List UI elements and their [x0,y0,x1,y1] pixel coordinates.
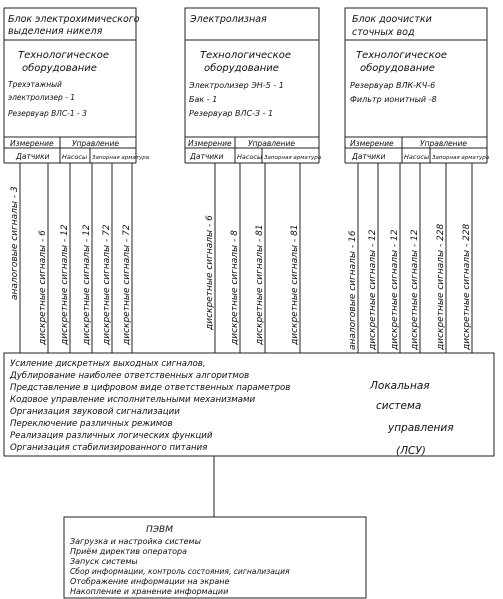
pc-function-2: Приём директив оператора [70,547,188,556]
block-2-sub-pumps: Насосы [237,153,263,161]
block-2-frame [185,8,319,148]
block-1-sub-valves: Запорная арматура [92,155,150,161]
lsu-label-2: система [376,400,422,412]
block-2-sub-sensors: Датчики [190,152,224,161]
block-1-equipment-1: Трехэтажный [8,80,62,89]
block-3-signal-5: дискретные сигналы - 228 [436,223,446,350]
block-1-signal-2: дискретные сигналы - 6 [38,230,48,345]
block-3-equipment-1: Резервуар ВЛК-КЧ-6 [350,81,436,90]
block-3-signal-6: дискретные сигналы - 228 [462,223,472,350]
block-1-signal-1: аналоговые сигналы - 3 [10,186,20,300]
pc-function-3: Запуск системы [70,557,138,566]
block-wastewater-post-treatment [345,8,490,163]
block-3-sub-sensors: Датчики [352,152,386,161]
block-1-signal-6: дискретные сигналы - 72 [122,224,132,345]
block-1-col-control: Управление [72,139,120,148]
lsu-label-3: управления [388,422,454,434]
lsu-function-8: Организация стабилизированного питания [10,443,208,453]
block-1-title-line-1: Блок электрохимического [8,14,140,25]
block-2-equipment-heading-1: Технологическое [200,50,291,61]
block-2-signal-3: дискретные сигналы - 81 [255,224,265,345]
block-1-equipment-2: электролизер - 1 [8,93,76,102]
block-electrolysis [185,8,322,163]
pc-function-4: Сбор информации, контроль состояния, сигнализация [70,567,290,576]
block-3-equipment-heading-1: Технологическое [356,50,447,61]
block-2-equipment-2: Бак - 1 [189,95,218,104]
lsu-function-3: Представление в цифровом виде ответственных параметров [10,383,291,393]
block-3-signal-1: аналоговые сигналы - 16 [348,230,358,350]
lsu-block [4,353,494,457]
block-3-sub-valves: Запорная арматура [432,155,490,161]
pc-block [64,517,366,598]
block-2-equipment-3: Резервуар ВЛС-3 - 1 [189,109,274,118]
block-2-signal-1: дискретные сигналы - 6 [205,215,215,330]
block-3-col-control: Управление [420,139,468,148]
block-3-signal-4: дискретные сигналы - 12 [410,229,420,350]
lsu-function-2: Дублирование наиболее ответственных алгоритмов [10,371,250,381]
block-3-title-line-1: Блок доочистки [352,14,432,25]
block-3-signals [348,163,472,353]
block-1-equipment-3: Резервуар ВЛС-1 - 3 [8,109,87,118]
block-2-equipment-1: Электролизер ЭН-5 - 1 [189,81,284,90]
block-2-signals [205,163,300,353]
block-1-signal-3: дискретные сигналы - 12 [60,224,70,345]
block-3-signal-2: дискретные сигналы - 12 [368,229,378,350]
block-1-signal-5: дискретные сигналы - 72 [102,224,112,345]
block-2-equipment-heading-2: оборудование [204,63,279,74]
pc-title: ПЭВМ [146,525,173,535]
block-1-sub-sensors: Датчики [16,152,50,161]
block-1-signals [10,163,132,353]
block-3-sub-pumps: Насосы [404,153,430,161]
block-2-col-measure: Измерение [188,139,232,148]
block-3-equipment-2: Фильтр ионитный -8 [350,95,437,104]
lsu-function-6: Переключение различных режимов [10,419,173,429]
block-1-equipment-heading-1: Технологическое [18,50,109,61]
block-3-title-line-2: сточных вод [352,27,415,38]
block-1-equipment-heading-2: оборудование [22,63,97,74]
block-2-col-control: Управление [248,139,296,148]
block-3-signal-3: дискретные сигналы - 12 [390,229,400,350]
block-2-sub-valves: Запорная арматура [264,155,322,161]
block-3-equipment-heading-2: оборудование [360,63,435,74]
pc-function-5: Отображение информации на экране [70,577,230,586]
lsu-function-5: Организация звуковой сигнализации [10,407,180,417]
block-1-title-line-2: выделения никеля [8,26,103,37]
lsu-function-7: Реализация различных логических функций [10,431,213,441]
lsu-label-4: (ЛСУ) [396,445,426,457]
block-1-sub-pumps: Насосы [62,153,88,161]
pc-function-6: Накопление и хранение информации [70,587,229,596]
lsu-label-1: Локальная [370,380,430,392]
lsu-function-4: Кодовое управление исполнительными механизмами [10,395,256,405]
block-2-signal-4: дискретные сигналы - 81 [290,224,300,345]
lsu-function-1: Усиление дискретных выходных сигналов, [10,359,206,369]
block-3-col-measure: Измерение [350,139,394,148]
block-1-col-measure: Измерение [10,139,54,148]
block-2-title: Электролизная [190,14,267,25]
block-1-signal-4: дискретные сигналы - 12 [82,224,92,345]
block-2-signal-2: дискретные сигналы - 8 [230,230,240,345]
pc-function-1: Загрузка и настройка системы [70,537,201,546]
block-nickel-electrochemical [4,8,150,163]
